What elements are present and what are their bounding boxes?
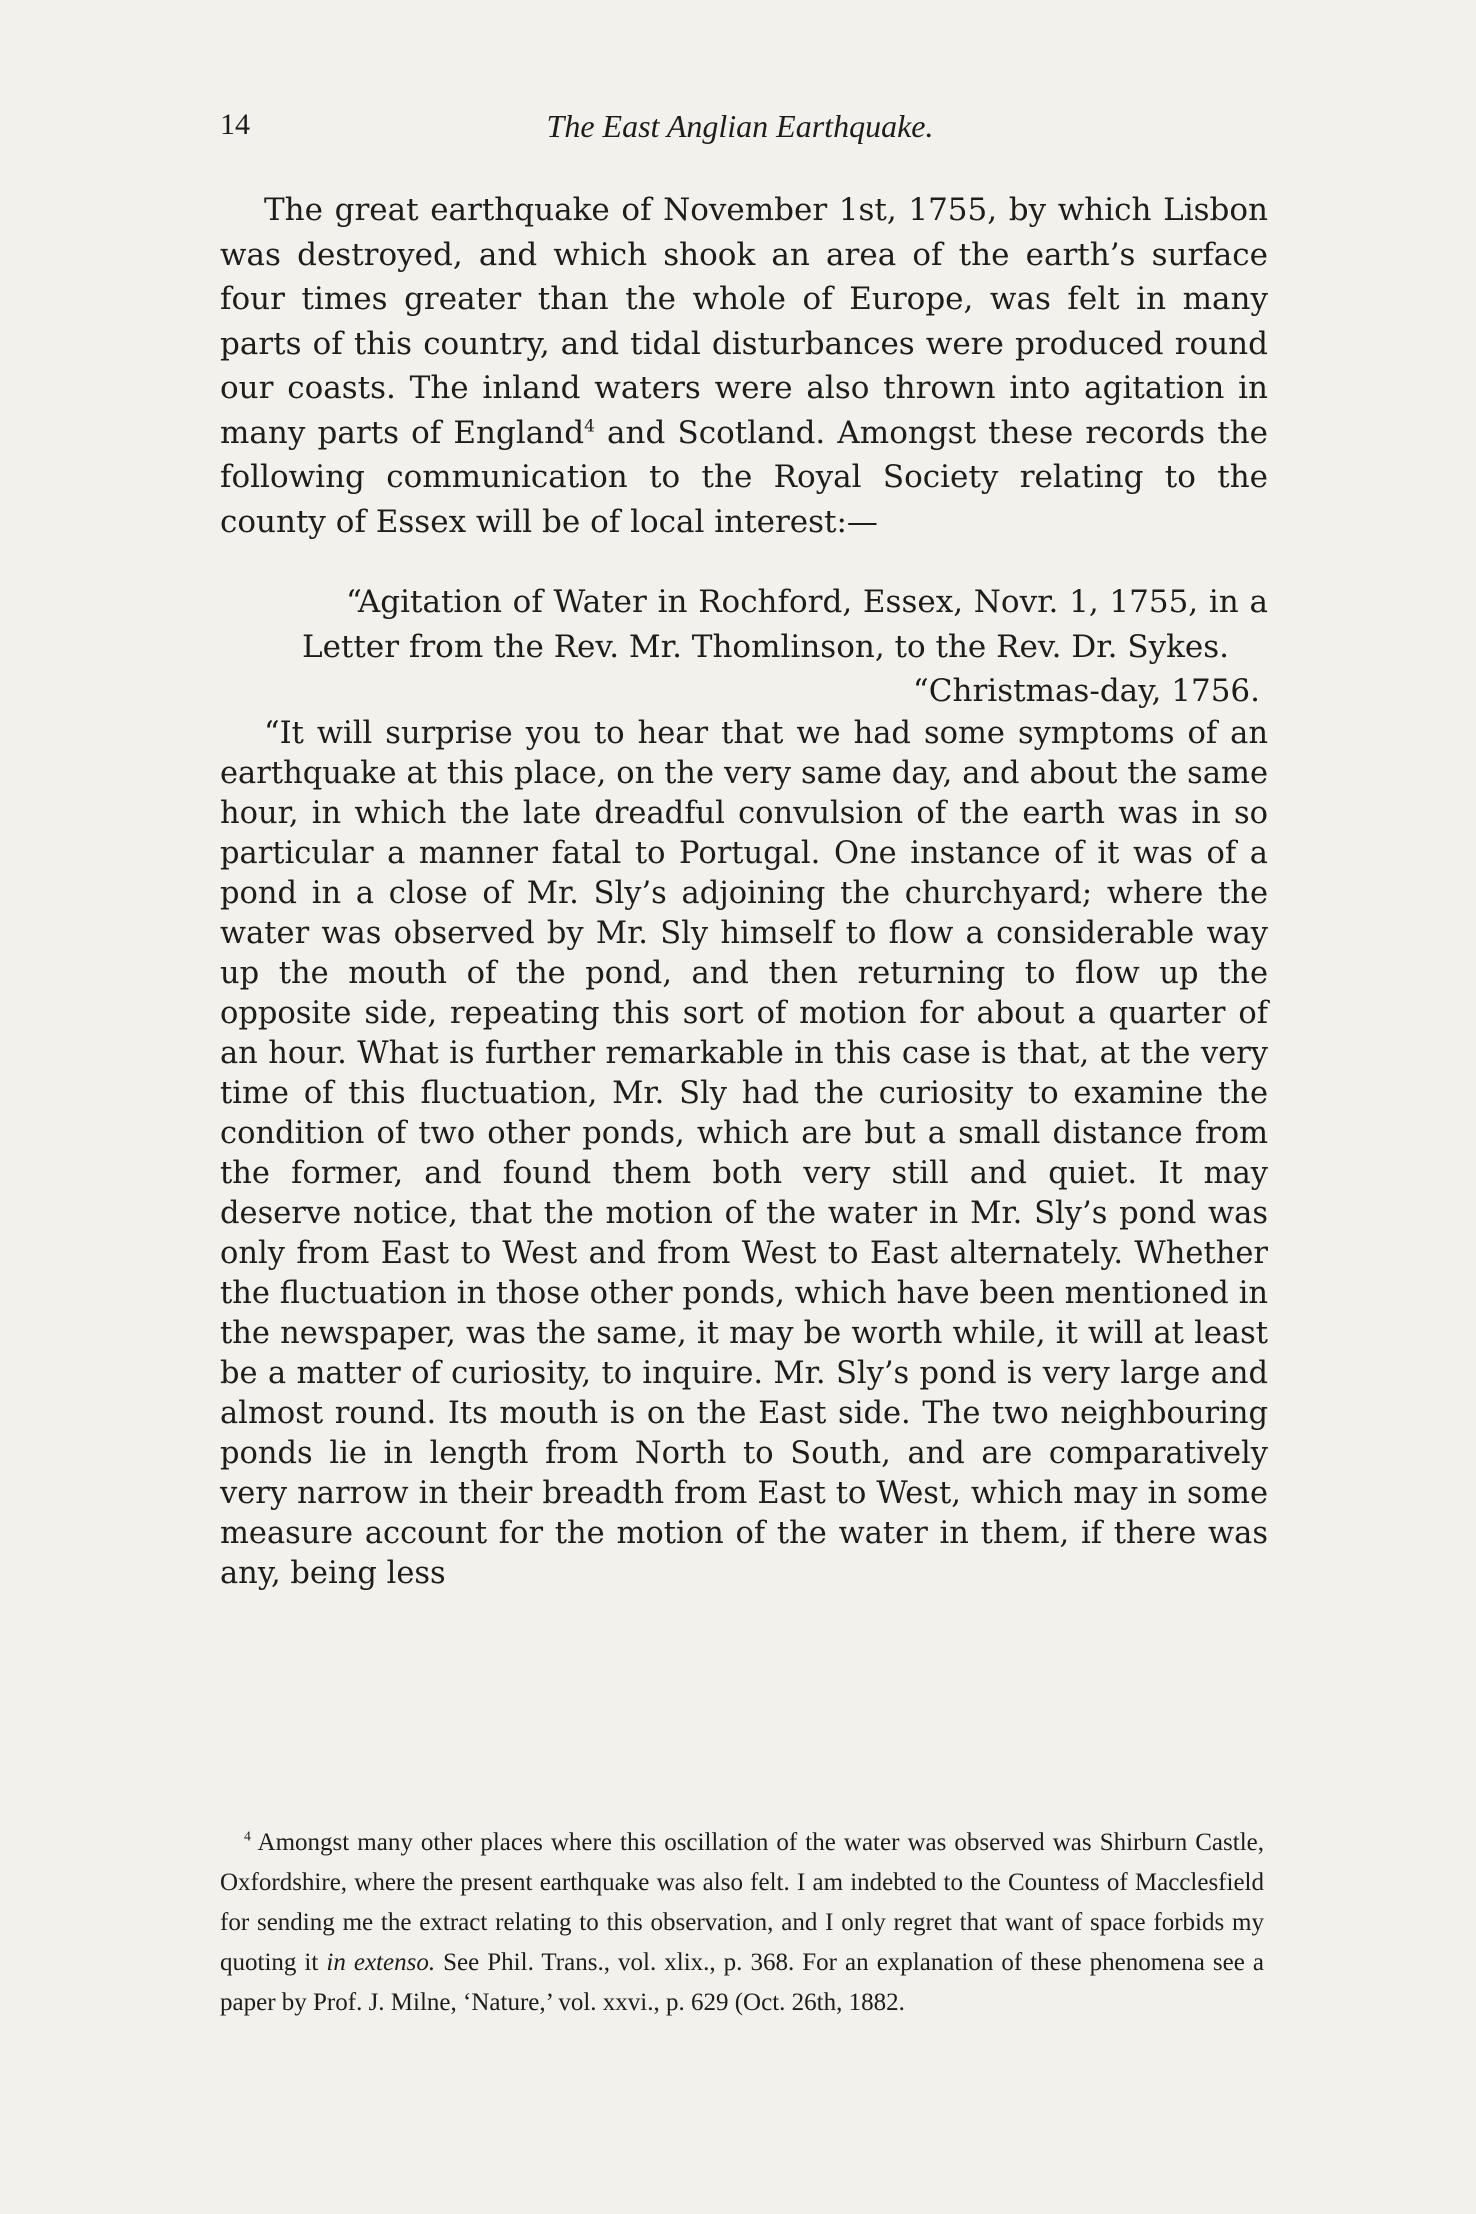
footnote-text: Amongst many other places where this oscillation of the water was observed was Shirburn Castle, Oxfordshire, where the present earthquake was also felt. I am indebted to the Countess of Macclesfield for sending me the extract relating to this observation, and I only regret that want of space forbids my quoting it [220,1829,1264,1976]
page-number: 14 [220,108,250,141]
footnote-paragraph [220,1823,1264,2023]
page-header [220,108,1260,158]
paragraph-intro-end: and Scotland. Amongst these records the following communication to the Royal Society relating to the county of Essex will be of local interest:— [220,414,1269,540]
footnote-italic: in extenso. [326,1949,436,1976]
letter-heading: “Agitation of Water in Rochford, Essex, Novr. 1, 1755, in a Letter from the Rev. Mr. Thomlinson, to the Rev. Dr. Sykes. [302,584,1268,665]
main-text [220,188,1268,1594]
letter-text: “It will surprise you to hear that we had some symptoms of an earthquake at this place, on the very same day, and about the same hour, in which the late dreadful convulsion of the earth was in so particular a manner fatal to Portugal. One instance of it was of a pond in a close of Mr. Sly’s adjoining the churchyard; where the water was observed by Mr. Sly himself to flow a considerable way up the mouth of the pond, and then returning to flow up the opposite side, repeating this sort of motion for about a quarter of an hour. What is further remarkable in this case is that, at the very time of this fluctuation, Mr. Sly had the curiosity to examine the condition of two other ponds, which are but a small distance from the former, and found them both very still and quiet. It may deserve notice, that the motion of the water in Mr. Sly’s pond was only from East to West and from West to East alternately. Whether the fluctuation in those other ponds, which have been mentioned in the newspaper, was the same, it may be worth while, it will at least be a matter of curiosity, to inquire. Mr. Sly’s pond is very large and almost round. Its mouth is on the East side. The two neighbouring ponds lie in length from North to South, and are comparatively very narrow in their breadth from East to West, which may in some measure account for the motion of the water in them, if there was any, being less [220,715,1268,1591]
footnote-marker: 4 [244,1828,251,1844]
running-title: The East Anglian Earthquake. [546,108,934,144]
paragraph-intro-text: The great earthquake of November 1st, 1755, by which Lisbon was destroyed, and which shook an area of the earth’s surface four times greater than the whole of Europe, was felt in many parts of this country, and tidal disturbances were produced round our coasts. The inland waters were also thrown into agitation in many parts of England [220,192,1268,451]
footnote-text-end: See Phil. Trans., vol. xlix., p. 368. For an explanation of these phenomena see a paper by Prof. J. Milne, ‘Nature,’ vol. xxvi., p. 629 (Oct. 26th, 1882. [220,1949,1264,2016]
letter-dateline: “Christmas-day, 1756. [912,673,1260,709]
footnote [220,1823,1264,2023]
footnote-reference: 4 [584,416,595,437]
paragraph-intro [220,188,1268,544]
